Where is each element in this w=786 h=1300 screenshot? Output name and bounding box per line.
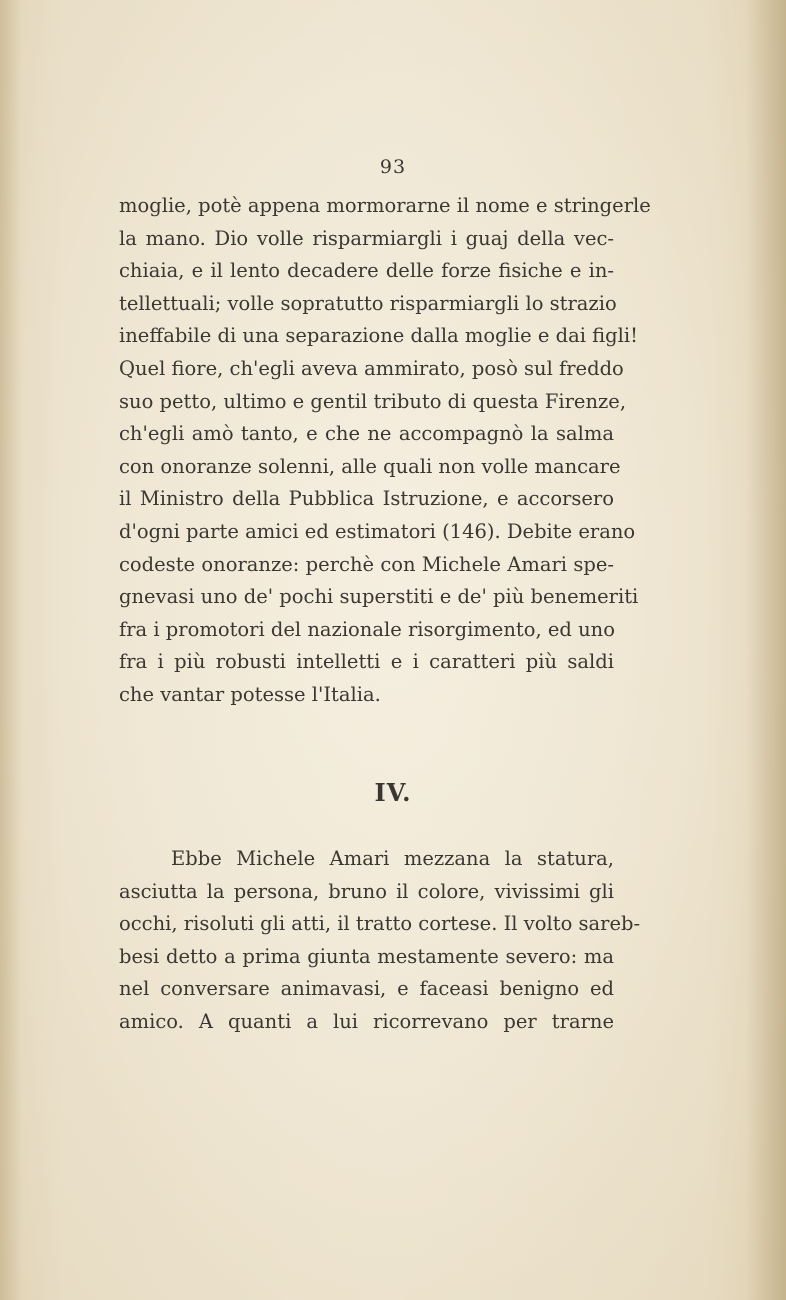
text-line: la mano. Dio volle risparmiargli i guaj della vec- [119,226,614,250]
text-line: con onoranze solenni, alle quali non volle mancare [119,454,621,478]
text-line: tellettuali; volle sopratutto risparmiargli lo strazio [119,291,617,315]
text-line: fra i promotori del nazionale risorgimento, ed uno [119,617,615,641]
text-line: chiaia, e il lento decadere delle forze fisiche e in- [119,259,614,283]
text-line: codeste onoranze: perchè con Michele Amari spe- [119,552,614,576]
text-line: Quel fiore, ch'egli aveva ammirato, posò sul freddo [119,356,624,380]
text-line: il Ministro della Pubblica Istruzione, e accorsero [119,487,614,511]
text-line: Ebbe Michele Amari mezzana la statura, [171,847,614,870]
text-line: besi detto a prima giunta mestamente severo: ma [119,944,614,968]
page-left-shadow [0,0,22,1300]
text-line: ineffabile di una separazione dalla moglie e dai figli! [119,324,638,348]
text-line: nel conversare animavasi, e faceasi benigno ed [119,977,614,1001]
text-line: suo petto, ultimo e gentil tributo di questa Firenze, [119,389,627,413]
text-line: occhi, risoluti gli atti, il tratto cortese. Il volto sareb- [119,912,641,936]
text-line: asciutta la persona, bruno il colore, vivissimi gli [119,879,614,903]
text-line: gnevasi uno de' pochi superstiti e de' più benemeriti [119,585,639,609]
page-right-shadow [746,0,786,1300]
text-line: ch'egli amò tanto, e che ne accompagnò la salma [119,422,614,446]
paragraph-2 [119,843,641,1039]
text-line: d'ogni parte amici ed estimatori (146). Debite erano [119,519,636,543]
section-heading: IV. [374,778,412,807]
text-line: fra i più robusti intelletti e i caratteri più saldi [119,650,614,674]
text-line: che vantar potesse l'Italia. [119,682,381,706]
paragraph-1 [119,190,651,712]
text-line: amico. A quanti a lui ricorrevano per trarne [119,1009,614,1033]
text-line: moglie, potè appena mormorarne il nome e stringerle [119,194,651,217]
page-number: 93 [379,156,407,178]
